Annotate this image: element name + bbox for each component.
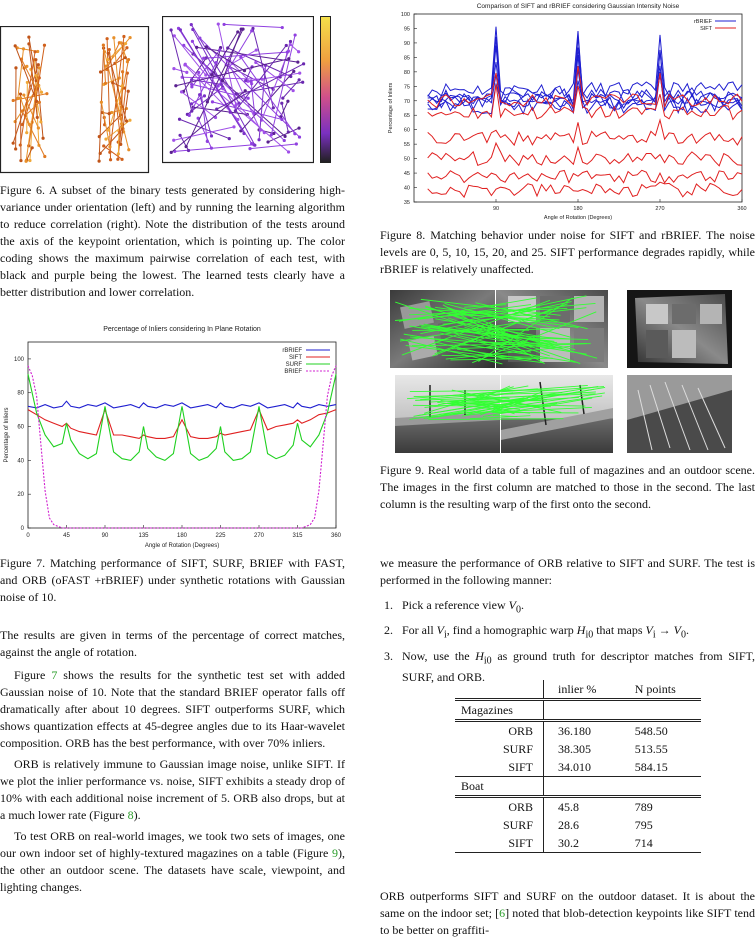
fig6-test-point bbox=[99, 70, 102, 73]
fig6-test-point bbox=[124, 56, 127, 59]
fig7-legend-label: SIFT bbox=[289, 355, 302, 361]
fig6-test-point bbox=[203, 94, 206, 97]
fig6-test-point bbox=[292, 89, 295, 92]
fig6-test-point bbox=[190, 109, 193, 112]
fig6-test-point bbox=[254, 61, 257, 64]
fig6-test-point bbox=[22, 93, 25, 96]
fig6-test-point bbox=[45, 92, 48, 95]
fig6-test-point bbox=[190, 85, 193, 88]
fig6-test-point bbox=[28, 123, 31, 126]
fig7-y-tick-label: 60 bbox=[17, 424, 24, 431]
table-cell: 789 bbox=[634, 800, 653, 814]
fig7-x-tick-label: 0 bbox=[26, 533, 30, 539]
table-cell: ORB bbox=[508, 724, 533, 738]
fig7-chart bbox=[0, 320, 345, 552]
table-row bbox=[455, 834, 701, 853]
fig6-test-point bbox=[205, 45, 208, 48]
fig6-test-point bbox=[263, 131, 266, 134]
fig6-test-point bbox=[287, 150, 290, 153]
table-group-row bbox=[455, 777, 701, 797]
fig6-test-point bbox=[211, 100, 214, 103]
table-row bbox=[455, 816, 701, 834]
fig6-test-point bbox=[217, 22, 220, 25]
fig6-test-point bbox=[228, 137, 231, 140]
fig6-test-point bbox=[178, 134, 181, 137]
fig9-link[interactable]: 9 bbox=[332, 846, 338, 860]
fig8-series-line-rbrief bbox=[428, 46, 742, 106]
fig9-caption: Figure 9. Real world data of a table full of magazines and an outdoor scene. The images in the first column are matched to those in the second. The last column is the resulting warp of the first onto the second. bbox=[380, 463, 755, 511]
fig7-x-tick-label: 135 bbox=[138, 533, 149, 539]
step-1: 1. Pick a reference view $V_0$. bbox=[384, 598, 524, 616]
fig6-test-point bbox=[117, 152, 120, 155]
fig6-test-point bbox=[37, 63, 40, 66]
table-header: N points bbox=[634, 682, 676, 696]
fig8-y-tick-label: 100 bbox=[400, 12, 410, 18]
step-3: 3. Now, use the $H_{i0}$ as ground truth for descriptor matches from SIFT, SURF, and ORB. bbox=[384, 648, 755, 685]
fig6-test-point bbox=[253, 144, 256, 147]
fig6-test-point bbox=[185, 145, 188, 148]
fig6-test-point bbox=[98, 135, 101, 138]
table-cell: 548.50 bbox=[634, 724, 668, 738]
fig6-test-point bbox=[120, 122, 123, 125]
table-cell: 45.8 bbox=[544, 797, 621, 817]
fig6-test-point bbox=[187, 149, 190, 152]
table-cell: SURF bbox=[502, 742, 533, 756]
fig6-test-point bbox=[289, 40, 292, 43]
table-row bbox=[455, 740, 701, 758]
fig6-test-point bbox=[266, 140, 269, 143]
fig8-y-tick-label: 50 bbox=[403, 156, 410, 163]
fig6-test-point bbox=[297, 127, 300, 130]
fig6-test-point bbox=[235, 92, 238, 95]
fig6-test-point bbox=[19, 159, 22, 162]
fig8-title: Comparison of SIFT and rBRIEF considering Gaussian Intensity Noise bbox=[476, 3, 680, 10]
paragraph-realworld: To test ORB on real-world images, we took two sets of images, one our own indoor set of highly-textured magazines on a table (Figure 9), the other an outdoor scene. The datasets have scale, viewpoint, and lighting changes. bbox=[0, 829, 345, 894]
fig6-test-point bbox=[102, 144, 105, 147]
table-cell: 28.6 bbox=[544, 816, 621, 834]
fig6-test-point bbox=[119, 41, 122, 44]
fig6-test-point bbox=[221, 79, 224, 82]
fig6-right-panel bbox=[162, 16, 314, 164]
fig8-series-line-sift bbox=[428, 182, 742, 197]
fig6-test-point bbox=[107, 52, 110, 55]
fig6-test-point bbox=[222, 23, 225, 26]
fig7-x-tick-label: 45 bbox=[63, 533, 70, 539]
fig6-test-point bbox=[221, 87, 224, 90]
fig6-test-point bbox=[31, 146, 34, 149]
fig6-test-point bbox=[172, 67, 175, 70]
steps-list bbox=[380, 597, 755, 686]
fig6-test-point bbox=[292, 70, 295, 73]
step-2: 2. For all $V_i$, find a homographic warp $H_{i0}$ that maps $V_i \to V_0$. bbox=[384, 623, 690, 641]
fig6-test-point bbox=[34, 58, 37, 61]
fig7-x-tick-label: 360 bbox=[330, 533, 342, 539]
fig6-test-point bbox=[240, 28, 243, 31]
fig6-test-point bbox=[255, 48, 258, 51]
fig6-test-point bbox=[280, 102, 283, 105]
fig6-test-point bbox=[198, 93, 201, 96]
table-row bbox=[455, 758, 701, 777]
fig6-test-point bbox=[185, 71, 188, 74]
fig6-test-point bbox=[127, 58, 130, 61]
fig6-test-point bbox=[127, 90, 130, 93]
fig7-caption: Figure 7. Matching performance of SIFT, SURF, BRIEF with FAST, and ORB (oFAST +rBRIEF) under synthetic rotations with Gaussian noise of 10. bbox=[0, 556, 345, 604]
fig6-test-point bbox=[108, 151, 111, 154]
fig6-test-point bbox=[14, 147, 17, 150]
fig6-test-point bbox=[39, 120, 42, 123]
fig6-test-point bbox=[242, 132, 245, 135]
fig8-y-tick-label: 60 bbox=[403, 127, 410, 134]
fig6-test-point bbox=[243, 69, 246, 72]
fig6-test-point bbox=[108, 48, 111, 51]
fig7-y-tick-label: 80 bbox=[17, 390, 24, 397]
fig6-test-point bbox=[41, 137, 44, 140]
fig6-test-point bbox=[34, 74, 37, 77]
fig6-test-point bbox=[190, 78, 193, 81]
fig8-y-tick-label: 75 bbox=[403, 84, 410, 91]
table-cell: 34.010 bbox=[544, 758, 621, 777]
table-cell: 38.305 bbox=[544, 740, 621, 758]
table-cell: 513.55 bbox=[634, 742, 668, 756]
fig6-test-point bbox=[215, 61, 218, 64]
fig6-test-point bbox=[16, 97, 19, 100]
fig8-legend-label: rBRIEF bbox=[693, 19, 712, 25]
fig6-test-point bbox=[21, 109, 24, 112]
fig6-test-point bbox=[104, 82, 107, 85]
fig6-test-point bbox=[179, 28, 182, 31]
fig9-match-line bbox=[492, 412, 578, 413]
fig6-test-line bbox=[27, 82, 28, 132]
table-cell: 30.2 bbox=[544, 834, 621, 853]
paragraph-method: we measure the performance of ORB relative to SIFT and SURF. The test is performed in the following manner: bbox=[380, 556, 755, 587]
fig6-test-point bbox=[124, 42, 127, 45]
fig6-test-point bbox=[102, 43, 105, 46]
fig6-test-point bbox=[125, 119, 128, 122]
fig6-test-point bbox=[43, 44, 46, 47]
fig6-test-point bbox=[104, 137, 107, 140]
fig6-test-point bbox=[286, 100, 289, 103]
fig8-y-tick-label: 90 bbox=[403, 40, 410, 47]
fig6-test-point bbox=[12, 142, 15, 145]
fig6-test-point bbox=[12, 99, 15, 102]
fig6-test-point bbox=[27, 36, 30, 39]
fig6-test-line bbox=[118, 131, 119, 154]
fig7-x-tick-label: 180 bbox=[176, 533, 188, 539]
fig6-test-point bbox=[36, 116, 39, 119]
fig7-series-line-surf bbox=[28, 374, 336, 460]
fig6-test-point bbox=[37, 126, 40, 129]
fig8-x-tick-label: 270 bbox=[655, 206, 665, 212]
table-row bbox=[455, 797, 701, 817]
fig6-test-point bbox=[122, 35, 125, 38]
fig6-test-point bbox=[272, 106, 275, 109]
fig9-images bbox=[390, 290, 755, 455]
fig6-test-point bbox=[108, 145, 111, 148]
fig6-test-point bbox=[109, 158, 112, 161]
fig6-test-point bbox=[116, 158, 119, 161]
fig6-test-point bbox=[257, 138, 260, 141]
table-cell: 795 bbox=[634, 818, 653, 832]
fig6-test-point bbox=[298, 78, 301, 81]
table-cell: 714 bbox=[634, 836, 653, 850]
table-cell: SIFT bbox=[508, 836, 533, 850]
fig6-colorbar bbox=[320, 16, 332, 164]
fig6-test-point bbox=[286, 50, 289, 53]
fig6-test-point bbox=[281, 97, 284, 100]
fig6-test-point bbox=[28, 159, 31, 162]
fig6-test-point bbox=[106, 37, 109, 40]
fig6-test-point bbox=[190, 23, 193, 26]
fig6-test-point bbox=[100, 101, 103, 104]
fig8-series-line-sift bbox=[428, 143, 742, 166]
fig6-test-point bbox=[197, 71, 200, 74]
fig6-test-point bbox=[178, 118, 181, 121]
fig6-test-point bbox=[127, 148, 130, 151]
fig6-test-point bbox=[210, 73, 213, 76]
table-cell: SURF bbox=[502, 818, 533, 832]
fig6-test-point bbox=[35, 100, 38, 103]
fig8-x-axis-label: Angle of Rotation (Degrees) bbox=[543, 215, 613, 221]
fig6-test-point bbox=[22, 47, 25, 50]
fig6-test-point bbox=[43, 155, 46, 158]
fig6-test-point bbox=[301, 81, 304, 84]
fig7-link[interactable]: 7 bbox=[51, 668, 58, 682]
fig6-test-point bbox=[250, 80, 253, 83]
fig6-caption: Figure 6. A subset of the binary tests generated by considering high-variance under orientation (left) and by running the learning algorithm to reduce correlation (right). Note the distribution of the tests around the axis of the keypoint orientation, which is pointing up. The color coding shows the maximum pairwise correlation of each test, with black and purple being the lowest. The learned tests clearly have a better distribution and lower correlation. bbox=[0, 183, 345, 299]
paragraph-figure7: Figure 7 shows the results for the synthetic test set with added Gaussian noise of 10. Note that the standard BRIEF operator falls off dramatically after about 10 degrees. SIFT outperforms SURF, which shows quantization effects at 45-degree angles due to its Haar-wavelet composition. ORB has the best performance, with over 70% inliers. bbox=[0, 668, 345, 750]
fig7-series-line-brief bbox=[28, 366, 336, 528]
table-group-label: Boat bbox=[461, 779, 484, 793]
fig6-test-point bbox=[112, 36, 115, 39]
fig6-test-point bbox=[210, 134, 213, 137]
fig6-test-point bbox=[108, 112, 111, 115]
fig7-x-tick-label: 90 bbox=[101, 533, 109, 539]
fig6-test-point bbox=[298, 72, 301, 75]
table-cell: SIFT bbox=[508, 760, 533, 774]
fig8-y-tick-label: 70 bbox=[403, 98, 410, 105]
right-body-text bbox=[380, 555, 755, 690]
fig7-x-tick-label: 270 bbox=[253, 533, 265, 539]
fig6-test-point bbox=[125, 46, 128, 49]
fig6-test-point bbox=[296, 61, 299, 64]
fig7-x-tick-label: 315 bbox=[292, 533, 303, 539]
fig6-test-point bbox=[206, 140, 209, 143]
fig6-test-point bbox=[188, 114, 191, 117]
fig7-y-tick-label: 100 bbox=[13, 356, 24, 363]
fig6-test-point bbox=[33, 50, 36, 53]
table-header bbox=[455, 680, 544, 700]
fig6-test-point bbox=[121, 84, 124, 87]
fig6-test-point bbox=[244, 79, 247, 82]
fig8-y-tick-label: 45 bbox=[403, 171, 410, 178]
fig6-test-point bbox=[283, 139, 286, 142]
fig6-test-point bbox=[204, 73, 207, 76]
table-header-row bbox=[455, 680, 701, 700]
right-closing-text bbox=[380, 888, 755, 939]
fig6-test-point bbox=[119, 143, 122, 146]
fig8-series-line-sift bbox=[428, 120, 742, 145]
fig8-y-tick-label: 80 bbox=[403, 69, 410, 76]
fig6-test-point bbox=[232, 125, 235, 128]
fig6-test-point bbox=[128, 119, 131, 122]
table-group-label: Magazines bbox=[461, 703, 513, 717]
fig6-test-point bbox=[24, 160, 27, 163]
fig6-test-point bbox=[295, 142, 298, 145]
fig8-y-tick-label: 55 bbox=[403, 142, 410, 149]
fig8-series-line-rbrief bbox=[428, 36, 742, 102]
fig7-x-axis-label: Angle of Rotation (Degrees) bbox=[144, 543, 220, 549]
fig6-test-point bbox=[236, 30, 239, 33]
fig6-test-point bbox=[198, 36, 201, 39]
fig6-test-point bbox=[234, 109, 237, 112]
fig8-chart bbox=[380, 0, 755, 222]
fig7-y-tick-label: 40 bbox=[17, 458, 24, 465]
table-cell: 584.15 bbox=[634, 760, 668, 774]
fig6-test-point bbox=[19, 96, 22, 99]
paragraph-noise: ORB is relatively immune to Gaussian image noise, unlike SIFT. If we plot the inlier performance vs. noise, SIFT exhibits a steady drop of 10% with each additional noise increment of 5. ORB also drops, but at a much lower rate (Figure 8). bbox=[0, 757, 345, 822]
fig6-test-point bbox=[215, 108, 218, 111]
fig8-caption: Figure 8. Matching behavior under noise for SIFT and rBRIEF. The noise levels are 0, 5, 10, 15, 20, and 25. SIFT performance degrades rapidly, while rBRIEF is relatively unaffected. bbox=[380, 228, 755, 276]
fig7-title: Percentage of Inliers considering In Plane Rotation bbox=[103, 326, 261, 333]
fig6-test-point bbox=[195, 46, 198, 49]
table-header: inlier % bbox=[544, 680, 621, 700]
fig6-test-point bbox=[38, 66, 41, 69]
fig6-test-point bbox=[184, 63, 187, 66]
fig6-test-point bbox=[107, 128, 110, 131]
fig6-test-point bbox=[98, 160, 101, 163]
results-table bbox=[455, 680, 701, 853]
fig8-y-tick-label: 35 bbox=[403, 200, 410, 206]
fig6-test-point bbox=[14, 44, 17, 47]
table-row bbox=[455, 721, 701, 741]
citation-link[interactable]: 6 bbox=[499, 906, 506, 920]
fig6-test-point bbox=[120, 158, 123, 161]
table-group-row bbox=[455, 700, 701, 721]
paragraph-conclusion: ORB outperforms SIFT and SURF on the outdoor dataset. It is about the same on the indoor set; [6] noted that blob-detection keypoints like SIFT tend to be better on graffiti- bbox=[380, 889, 755, 937]
fig6-test-point bbox=[191, 28, 194, 31]
fig6-test-point bbox=[191, 40, 194, 43]
fig8-y-tick-label: 40 bbox=[403, 185, 410, 192]
fig7-legend-label: SURF bbox=[285, 362, 302, 368]
fig6-test-point bbox=[202, 57, 205, 60]
table-cell: ORB bbox=[508, 800, 533, 814]
fig8-legend-label: SIFT bbox=[700, 26, 712, 32]
fig6-test-point bbox=[180, 90, 183, 93]
fig6-test-point bbox=[270, 133, 273, 136]
fig6-test-point bbox=[285, 44, 288, 47]
fig7-y-axis-label: Percentage of Inliers bbox=[4, 407, 10, 463]
fig6-test-point bbox=[218, 48, 221, 51]
fig6-test-point bbox=[19, 143, 22, 146]
fig6-test-point bbox=[172, 139, 175, 142]
fig7-y-tick-label: 0 bbox=[20, 526, 24, 532]
fig6-test-point bbox=[281, 26, 284, 29]
fig7-series-line-sift bbox=[28, 410, 336, 439]
fig6-test-point bbox=[248, 147, 251, 150]
fig6-test-point bbox=[294, 33, 297, 36]
fig6-test-point bbox=[38, 101, 41, 104]
left-body-text bbox=[0, 627, 345, 896]
fig8-y-tick-label: 85 bbox=[403, 55, 410, 62]
fig6-test-point bbox=[169, 28, 172, 31]
fig7-legend-label: BRIEF bbox=[284, 369, 302, 375]
fig9-boat-warp bbox=[627, 375, 732, 453]
fig7-y-tick-label: 20 bbox=[17, 492, 24, 499]
fig6-test-point bbox=[259, 129, 262, 132]
table-cell: 36.180 bbox=[544, 721, 621, 741]
fig8-series-line-rbrief bbox=[428, 27, 742, 97]
fig6-test-point bbox=[40, 91, 43, 94]
fig6-test-point bbox=[236, 118, 239, 121]
fig6-test-point bbox=[25, 131, 28, 134]
fig6-test-point bbox=[244, 89, 247, 92]
fig6-test-point bbox=[247, 97, 250, 100]
fig6-test-point bbox=[14, 66, 17, 69]
fig9-magazines-warp bbox=[627, 290, 732, 368]
fig6-test-point bbox=[128, 36, 131, 39]
fig7-x-tick-label: 225 bbox=[215, 533, 226, 539]
fig7-legend-label: rBRIEF bbox=[282, 348, 302, 354]
fig8-y-tick-label: 95 bbox=[403, 26, 410, 33]
fig6-left-panel bbox=[0, 26, 150, 174]
fig6-test-point bbox=[118, 131, 121, 134]
fig6-test-point bbox=[302, 62, 305, 65]
fig8-y-tick-label: 65 bbox=[403, 113, 410, 120]
fig8-y-axis-label: Percentage of Inliers bbox=[388, 82, 394, 134]
fig8-series-line-sift bbox=[428, 170, 742, 183]
fig6-test-point bbox=[14, 120, 17, 123]
fig6-test-point bbox=[217, 84, 220, 87]
fig6-test-point bbox=[250, 29, 253, 32]
fig8-x-tick-label: 90 bbox=[492, 206, 500, 212]
fig6-test-point bbox=[170, 151, 173, 154]
fig6-test-point bbox=[19, 92, 22, 95]
fig8-link[interactable]: 8 bbox=[127, 808, 134, 822]
fig6-test-point bbox=[174, 84, 177, 87]
fig8-x-tick-label: 360 bbox=[737, 206, 747, 212]
fig6-test-point bbox=[298, 135, 301, 138]
fig8-x-tick-label: 180 bbox=[573, 206, 583, 212]
fig6-test-point bbox=[289, 43, 292, 46]
paragraph-results: The results are given in terms of the percentage of correct matches, against the angle of rotation. bbox=[0, 628, 345, 659]
fig6-test-point bbox=[287, 57, 290, 60]
fig6-test-point bbox=[297, 50, 300, 53]
